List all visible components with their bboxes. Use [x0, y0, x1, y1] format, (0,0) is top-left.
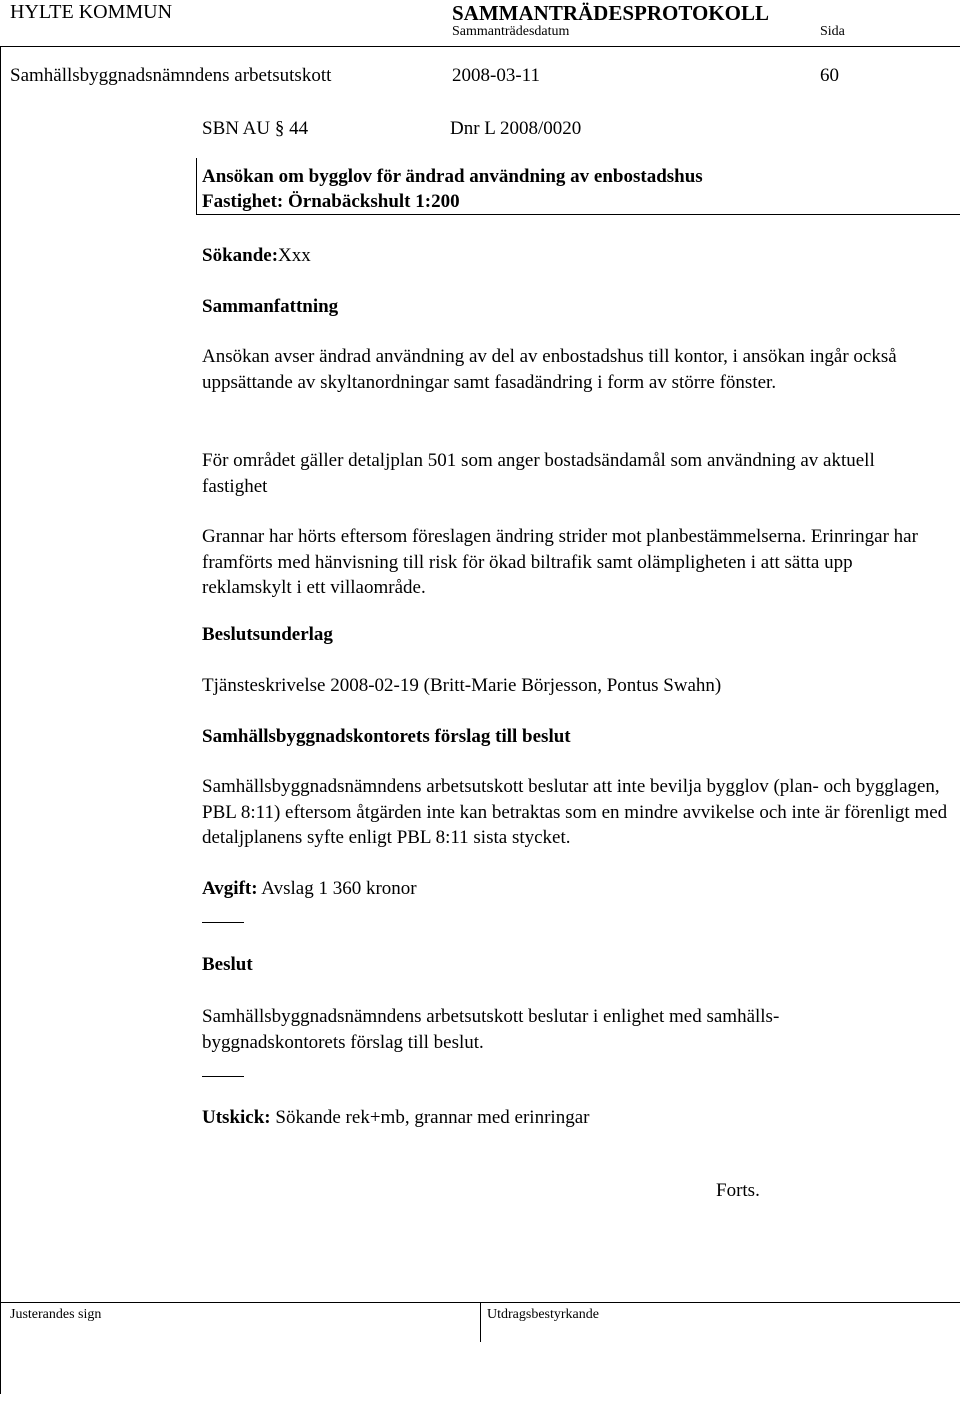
meeting-date: 2008-03-11 [452, 65, 540, 86]
dispatch [202, 1107, 589, 1129]
meeting-body: Samhällsbyggnadsnämndens arbetsutskott [10, 65, 332, 86]
applicant-value: Xxx [278, 245, 311, 266]
section-number: SBN AU § 44 [202, 118, 309, 139]
applicant-label: Sökande: [202, 245, 279, 266]
footer-divider [480, 1302, 481, 1342]
summary-paragraph-3: Grannar har hörts eftersom föreslagen ändring strider mot planbestämmelserna. Erinringar har framförts med hänvisning till risk för ökad biltrafik samt olämpligheten i att sätta upp reklamskylt i ett villaområde. [202, 526, 918, 599]
separator-dash-2 [202, 1076, 244, 1077]
basis-heading: Beslutsunderlag [202, 624, 333, 645]
continued-note: Forts. [716, 1180, 760, 1201]
adjuster-sign-label: Justerandes sign [10, 1307, 102, 1322]
decision-text: Samhällsbyggnadsnämndens arbetsutskott beslutar i enlighet med samhälls-byggnadskontorets förslag till beslut. [202, 1006, 780, 1053]
municipality-name: HYLTE KOMMUN [10, 1, 173, 23]
summary-paragraph-1: Ansökan avser ändrad användning av del av enbostadshus till kontor, i ansökan ingår också uppsättande av skyltanordningar samt fasadändring i form av större fönster. [202, 346, 897, 393]
page-label: Sida [820, 24, 845, 39]
separator-dash [202, 922, 244, 923]
proposal-text: Samhällsbyggnadsnämndens arbetsutskott beslutar att inte bevilja bygglov (plan- och bygglagen, PBL 8:11) eftersom åtgärden inte kan betraktas som en mindre avvikelse och inte är förenligt med detaljplanens syfte enligt PBL 8:11 sista stycket. [202, 776, 948, 849]
case-title-left-rule [196, 158, 197, 214]
case-title: Ansökan om bygglov för ändrad användning av enbostadshus [202, 166, 703, 187]
meeting-date-label: Sammanträdesdatum [452, 24, 570, 39]
page-number: 60 [820, 65, 839, 86]
proposal-heading: Samhällsbyggnadskontorets förslag till beslut [202, 726, 571, 747]
summary-heading: Sammanfattning [202, 296, 339, 317]
dispatch-value: Sökande rek+mb, grannar med erinringar [275, 1107, 590, 1128]
extract-certification-label: Utdragsbestyrkande [487, 1307, 599, 1322]
summary-paragraph-2: För området gäller detaljplan 501 som anger bostadsändamål som användning av aktuell fastighet [202, 450, 875, 497]
property-designation: Fastighet: Örnabäckshult 1:200 [202, 191, 460, 212]
fee-label: Avgift: [202, 878, 258, 899]
case-dnr: Dnr L 2008/0020 [450, 118, 582, 139]
dispatch-label: Utskick: [202, 1107, 271, 1128]
applicant [202, 245, 311, 267]
fee [202, 878, 417, 900]
basis-text: Tjänsteskrivelse 2008-02-19 (Britt-Marie Börjesson, Pontus Swahn) [202, 675, 722, 696]
decision-heading: Beslut [202, 954, 253, 975]
left-border [0, 46, 1, 1394]
case-title-rule [196, 214, 960, 215]
document-title: SAMMANTRÄDESPROTOKOLL [452, 1, 769, 25]
header-rule [0, 46, 960, 47]
fee-value: Avslag 1 360 kronor [261, 878, 417, 899]
